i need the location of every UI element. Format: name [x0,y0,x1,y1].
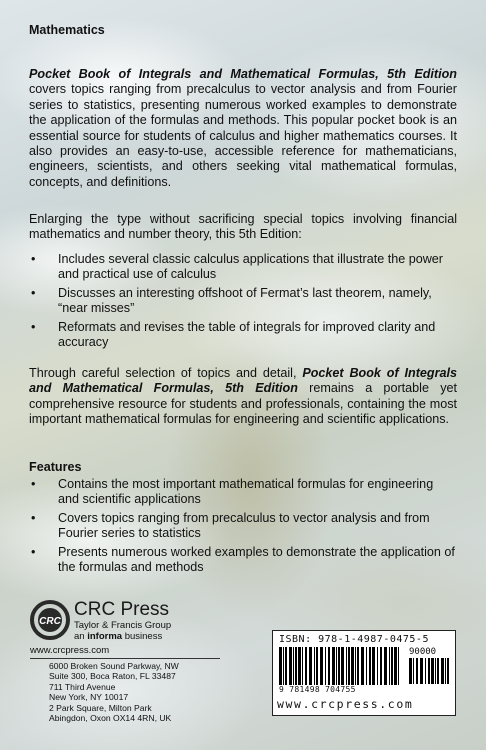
barcode-bar [338,647,340,685]
barcode-bar [320,647,323,685]
barcode-bar [398,647,399,685]
barcode-bar [325,647,326,685]
barcode-bar [420,658,423,684]
barcode-bar [384,647,387,685]
barcode-bar [441,658,444,684]
barcode-bar [366,647,367,685]
barcode-bar [302,647,303,685]
ean-barcode [279,647,401,685]
features-heading: Features [29,460,82,474]
barcode-bar [285,647,287,685]
barcode-bar [425,658,426,684]
barcode-bar [394,647,397,685]
bullet-icon: • [31,544,36,559]
publisher-block [74,600,171,642]
addon-barcode [409,658,449,688]
barcode-url: www.crcpress.com [277,697,414,711]
barcode-bar [447,658,449,684]
barcode-digits: 9 781498 704755 [279,685,356,694]
barcode-bar [391,647,393,685]
barcode-bar [416,658,418,684]
barcode-bar [431,658,434,684]
address-block: 711 Third Avenue New York, NY 10017 [49,682,129,702]
list-item: • Contains the most important mathematical formulas for engineering and scientific applications [31,477,434,507]
category-label: Mathematics [29,23,105,37]
barcode-bar [314,647,315,685]
barcode-bar [377,647,378,685]
publisher-name: CRC Press [74,599,170,620]
barcode-bar [413,658,414,684]
features-list [29,477,457,578]
bullet-icon: • [31,285,36,300]
crc-logo [30,600,70,640]
barcode-bar [289,647,292,685]
barcode-bar [372,647,375,685]
barcode-bar [336,647,337,685]
bullet-icon: • [31,510,36,525]
barcode-bar [348,647,350,685]
address-block: 6000 Broken Sound Parkway, NW Suite 300, Boca Raton, FL 33487 [49,661,179,681]
barcode-bar [332,647,335,685]
barcode-bar [380,647,382,685]
barcode-bar [355,647,356,685]
barcode-bar [316,647,318,685]
list-item: • Includes several classic calculus applications that illustrate the power and practical use of calculus [31,252,444,282]
logo-text: CRC [39,616,61,627]
barcode-bar [341,647,344,685]
intro-text: covers topics ranging from precalculus to vector analysis and from Fourier series to statistics, presenting numerous worked examples to demonstrate the application of the formulas and methods. This popular pocket book is an essential source for students of calculus and higher mathematics courses. It also provides an easy-to-use, accessible reference for mathematicians, engineers, scientists, and others seeking vital mathematical formulas, concepts, and definitions. [29,82,457,189]
publisher-addresses [49,662,179,726]
publisher-website[interactable]: www.crcpress.com [30,645,110,656]
barcode-bar [369,647,371,685]
barcode-bar [437,658,439,684]
book-title: Pocket Book of Integrals and Mathematical Formulas, 5th Edition [29,67,457,81]
enlarge-paragraph: Enlarging the type without sacrificing special topics involving financial mathematics and number theory, this 5th Edition: [29,212,457,242]
list-item: • Reformats and revises the table of integrals for improved clarity and accuracy [31,319,436,350]
barcode-bar [351,647,354,685]
bullet-icon: • [31,477,36,491]
barcode-bar [295,647,297,685]
barcode-bar [309,647,312,685]
publisher-group: Taylor & Francis Group [74,620,172,631]
bullet-icon: • [31,319,36,334]
barcode-bar [298,647,301,685]
barcode-bar [361,647,364,685]
barcode-bar [445,658,446,684]
list-item: • Discusses an interesting offshoot of Fermat’s last theorem, namely, “near misses” [31,285,432,316]
book-title: Pocket Book of Integrals and Mathematical Formulas, 5th Edition [29,366,457,396]
barcode-panel [272,630,456,716]
barcode-bar [305,647,307,685]
isbn-label: ISBN: 978-1-4987-0475-5 [279,634,429,645]
highlights-list [29,252,457,353]
price-code: 90000 [409,647,437,657]
barcode-bar [435,658,436,684]
intro-paragraph [29,67,457,190]
barcode-bar [346,647,347,685]
barcode-bar [428,658,430,684]
informa-line: an informa business [74,631,163,642]
list-item: • Covers topics ranging from precalculus to vector analysis and from Fourier series to statistics [31,510,430,541]
address-block: 2 Park Square, Milton Park Abingdon, Oxon OX14 4RN, UK [49,703,172,723]
barcode-bar [293,647,294,685]
barcode-bar [389,647,390,685]
summary-paragraph: Through careful selection of topics and detail, Pocket Book of Integrals and Mathematical Formulas, 5th Edition remains a portable yet comprehensive resource for students and professionals, containing the most important mathematical formulas for engineering and scientific applications. [29,366,457,427]
barcode-bar [357,647,359,685]
barcode-bar [328,647,330,685]
barcode-bar [409,658,412,684]
bullet-icon: • [31,252,36,266]
divider [30,658,220,659]
barcode-bar [283,647,284,685]
list-item: • Presents numerous worked examples to demonstrate the application of the formulas and methods [31,544,455,575]
barcode-bar [279,647,282,685]
